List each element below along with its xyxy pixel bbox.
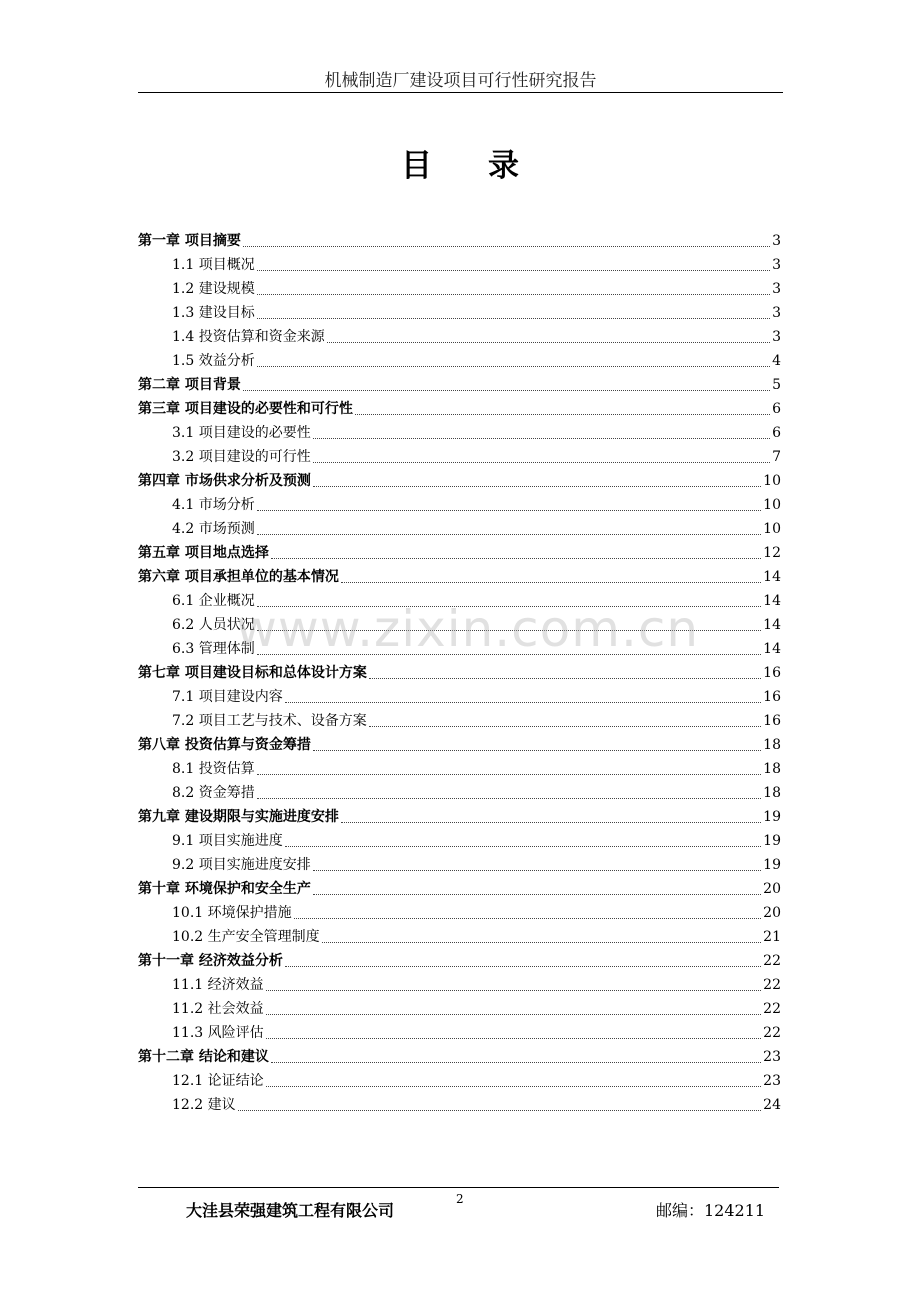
toc-dot-leader bbox=[313, 893, 761, 895]
toc-entry-label: 11.3 风险评估 bbox=[172, 1025, 264, 1041]
toc-section-entry[interactable] bbox=[138, 346, 781, 370]
toc-entry-page: 7 bbox=[772, 449, 781, 465]
toc-entry-label: 第十二章 结论和建议 bbox=[138, 1049, 269, 1065]
toc-section-entry[interactable] bbox=[138, 898, 781, 922]
toc-entry-page: 18 bbox=[763, 761, 781, 777]
toc-entry-page: 16 bbox=[763, 665, 781, 681]
toc-entry-page: 3 bbox=[772, 257, 781, 273]
toc-entry-page: 22 bbox=[763, 977, 781, 993]
toc-section-entry[interactable] bbox=[138, 274, 781, 298]
toc-entry-label: 1.1 项目概况 bbox=[172, 257, 255, 273]
toc-entry-label: 9.1 项目实施进度 bbox=[172, 833, 283, 849]
toc-entry-label: 12.1 论证结论 bbox=[172, 1073, 264, 1089]
toc-entry-label: 4.1 市场分析 bbox=[172, 497, 255, 513]
toc-dot-leader bbox=[285, 845, 761, 847]
toc-entry-page: 24 bbox=[763, 1097, 781, 1113]
toc-entry-label: 第七章 项目建设目标和总体设计方案 bbox=[138, 665, 367, 681]
toc-entry-label: 10.2 生产安全管理制度 bbox=[172, 929, 320, 945]
toc-entry-page: 3 bbox=[772, 329, 781, 345]
toc-entry-label: 第十一章 经济效益分析 bbox=[138, 953, 283, 969]
toc-chapter-entry[interactable] bbox=[138, 730, 781, 754]
toc-entry-label: 6.2 人员状况 bbox=[172, 617, 255, 633]
toc-chapter-entry[interactable] bbox=[138, 658, 781, 682]
header-divider bbox=[138, 92, 783, 93]
toc-entry-label: 第二章 项目背景 bbox=[138, 377, 241, 393]
toc-dot-leader bbox=[313, 461, 770, 463]
toc-dot-leader bbox=[257, 293, 770, 295]
toc-dot-leader bbox=[327, 341, 770, 343]
toc-entry-page: 3 bbox=[772, 305, 781, 321]
page-number: 2 bbox=[456, 1192, 464, 1206]
watermark: www.zixin.com.cn bbox=[236, 600, 700, 658]
toc-dot-leader bbox=[285, 965, 761, 967]
toc-chapter-entry[interactable] bbox=[138, 370, 781, 394]
footer-company-name: 大洼县荣强建筑工程有限公司 bbox=[186, 1201, 395, 1220]
toc-dot-leader bbox=[243, 245, 770, 247]
toc-entry-page: 20 bbox=[763, 881, 781, 897]
toc-entry-label: 1.3 建设目标 bbox=[172, 305, 255, 321]
toc-entry-page: 6 bbox=[772, 425, 781, 441]
toc-dot-leader bbox=[313, 437, 770, 439]
toc-entry-page: 23 bbox=[763, 1049, 781, 1065]
toc-section-entry[interactable] bbox=[138, 970, 781, 994]
running-header-title: 机械制造厂建设项目可行性研究报告 bbox=[324, 71, 597, 91]
toc-entry-label: 8.1 投资估算 bbox=[172, 761, 255, 777]
toc-dot-leader bbox=[266, 1085, 762, 1087]
toc-entry-label: 1.5 效益分析 bbox=[172, 353, 255, 369]
toc-entry-label: 7.1 项目建设内容 bbox=[172, 689, 283, 705]
toc-section-entry[interactable] bbox=[138, 706, 781, 730]
toc-dot-leader bbox=[257, 365, 770, 367]
toc-entry-page: 10 bbox=[763, 497, 781, 513]
toc-entry-label: 8.2 资金筹措 bbox=[172, 785, 255, 801]
toc-entry-page: 4 bbox=[772, 353, 781, 369]
toc-entry-page: 23 bbox=[763, 1073, 781, 1089]
toc-section-entry[interactable] bbox=[138, 1018, 781, 1042]
toc-entry-page: 3 bbox=[772, 233, 781, 249]
toc-dot-leader bbox=[271, 1061, 761, 1063]
toc-entry-label: 12.2 建议 bbox=[172, 1097, 236, 1113]
toc-dot-leader bbox=[257, 797, 761, 799]
toc-section-entry[interactable] bbox=[138, 1090, 781, 1114]
toc-chapter-entry[interactable] bbox=[138, 1042, 781, 1066]
toc-dot-leader bbox=[266, 1013, 762, 1015]
toc-entry-label: 第一章 项目摘要 bbox=[138, 233, 241, 249]
toc-dot-leader bbox=[341, 581, 761, 583]
toc-dot-leader bbox=[271, 557, 761, 559]
toc-dot-leader bbox=[313, 749, 761, 751]
toc-entry-page: 14 bbox=[763, 569, 781, 585]
toc-entry-label: 7.2 项目工艺与技术、设备方案 bbox=[172, 713, 367, 729]
toc-section-entry[interactable] bbox=[138, 322, 781, 346]
toc-dot-leader bbox=[355, 413, 770, 415]
toc-entry-page: 3 bbox=[772, 281, 781, 297]
toc-entry-page: 10 bbox=[763, 521, 781, 537]
toc-dot-leader bbox=[341, 821, 761, 823]
toc-section-entry[interactable] bbox=[138, 826, 781, 850]
toc-section-entry[interactable] bbox=[138, 250, 781, 274]
toc-entry-page: 20 bbox=[763, 905, 781, 921]
toc-heading: 目录 bbox=[401, 148, 575, 184]
toc-dot-leader bbox=[369, 677, 761, 679]
toc-dot-leader bbox=[266, 989, 762, 991]
toc-dot-leader bbox=[369, 725, 761, 727]
toc-dot-leader bbox=[285, 701, 761, 703]
toc-entry-label: 6.1 企业概况 bbox=[172, 593, 255, 609]
footer-postcode: 邮编：124211 bbox=[656, 1201, 766, 1220]
toc-entry-label: 6.3 管理体制 bbox=[172, 641, 255, 657]
toc-section-entry[interactable] bbox=[138, 418, 781, 442]
toc-chapter-entry[interactable] bbox=[138, 466, 781, 490]
toc-entry-label: 9.2 项目实施进度安排 bbox=[172, 857, 311, 873]
toc-entry-label: 第三章 项目建设的必要性和可行性 bbox=[138, 401, 353, 417]
footer-divider bbox=[138, 1187, 779, 1188]
toc-entry-page: 14 bbox=[763, 641, 781, 657]
toc-section-entry[interactable] bbox=[138, 682, 781, 706]
toc-entry-label: 第八章 投资估算与资金筹措 bbox=[138, 737, 311, 753]
toc-section-entry[interactable] bbox=[138, 994, 781, 1018]
toc-entry-label: 11.2 社会效益 bbox=[172, 1001, 264, 1017]
toc-entry-page: 18 bbox=[763, 737, 781, 753]
toc-dot-leader bbox=[257, 269, 770, 271]
toc-entry-page: 5 bbox=[772, 377, 781, 393]
toc-section-entry[interactable] bbox=[138, 850, 781, 874]
toc-section-entry[interactable] bbox=[138, 490, 781, 514]
toc-dot-leader bbox=[294, 917, 762, 919]
toc-section-entry[interactable] bbox=[138, 442, 781, 466]
toc-entry-page: 14 bbox=[763, 593, 781, 609]
toc-dot-leader bbox=[322, 941, 762, 943]
toc-entry-label: 第九章 建设期限与实施进度安排 bbox=[138, 809, 339, 825]
toc-dot-leader bbox=[257, 533, 761, 535]
toc-section-entry[interactable] bbox=[138, 514, 781, 538]
toc-section-entry[interactable] bbox=[138, 298, 781, 322]
toc-chapter-entry[interactable] bbox=[138, 562, 781, 586]
toc-entry-label: 1.2 建设规模 bbox=[172, 281, 255, 297]
toc-entry-page: 16 bbox=[763, 713, 781, 729]
toc-entry-page: 22 bbox=[763, 953, 781, 969]
toc-chapter-entry[interactable] bbox=[138, 394, 781, 418]
toc-entry-label: 第四章 市场供求分析及预测 bbox=[138, 473, 311, 489]
toc-dot-leader bbox=[257, 509, 761, 511]
toc-dot-leader bbox=[313, 485, 761, 487]
toc-entry-label: 11.1 经济效益 bbox=[172, 977, 264, 993]
toc-section-entry[interactable] bbox=[138, 1066, 781, 1090]
table-of-contents bbox=[138, 226, 781, 1114]
toc-chapter-entry[interactable] bbox=[138, 802, 781, 826]
toc-entry-label: 第五章 项目地点选择 bbox=[138, 545, 269, 561]
toc-entry-page: 21 bbox=[763, 929, 781, 945]
toc-chapter-entry[interactable] bbox=[138, 226, 781, 250]
toc-chapter-entry[interactable] bbox=[138, 538, 781, 562]
toc-entry-label: 3.1 项目建设的必要性 bbox=[172, 425, 311, 441]
toc-entry-label: 1.4 投资估算和资金来源 bbox=[172, 329, 325, 345]
toc-entry-page: 12 bbox=[763, 545, 781, 561]
toc-section-entry[interactable] bbox=[138, 922, 781, 946]
toc-section-entry[interactable] bbox=[138, 754, 781, 778]
toc-entry-page: 22 bbox=[763, 1001, 781, 1017]
toc-dot-leader bbox=[238, 1109, 762, 1111]
toc-entry-page: 22 bbox=[763, 1025, 781, 1041]
toc-entry-page: 6 bbox=[772, 401, 781, 417]
toc-entry-label: 4.2 市场预测 bbox=[172, 521, 255, 537]
toc-entry-page: 18 bbox=[763, 785, 781, 801]
toc-dot-leader bbox=[257, 317, 770, 319]
toc-dot-leader bbox=[313, 869, 761, 871]
toc-entry-page: 10 bbox=[763, 473, 781, 489]
toc-entry-label: 10.1 环境保护措施 bbox=[172, 905, 292, 921]
toc-chapter-entry[interactable] bbox=[138, 946, 781, 970]
toc-dot-leader bbox=[257, 773, 761, 775]
toc-entry-page: 19 bbox=[763, 857, 781, 873]
toc-entry-label: 第六章 项目承担单位的基本情况 bbox=[138, 569, 339, 585]
toc-entry-label: 3.2 项目建设的可行性 bbox=[172, 449, 311, 465]
toc-entry-page: 14 bbox=[763, 617, 781, 633]
toc-entry-page: 16 bbox=[763, 689, 781, 705]
toc-entry-page: 19 bbox=[763, 809, 781, 825]
toc-entry-page: 19 bbox=[763, 833, 781, 849]
toc-chapter-entry[interactable] bbox=[138, 874, 781, 898]
toc-entry-label: 第十章 环境保护和安全生产 bbox=[138, 881, 311, 897]
toc-dot-leader bbox=[243, 389, 770, 391]
toc-dot-leader bbox=[266, 1037, 762, 1039]
toc-section-entry[interactable] bbox=[138, 778, 781, 802]
